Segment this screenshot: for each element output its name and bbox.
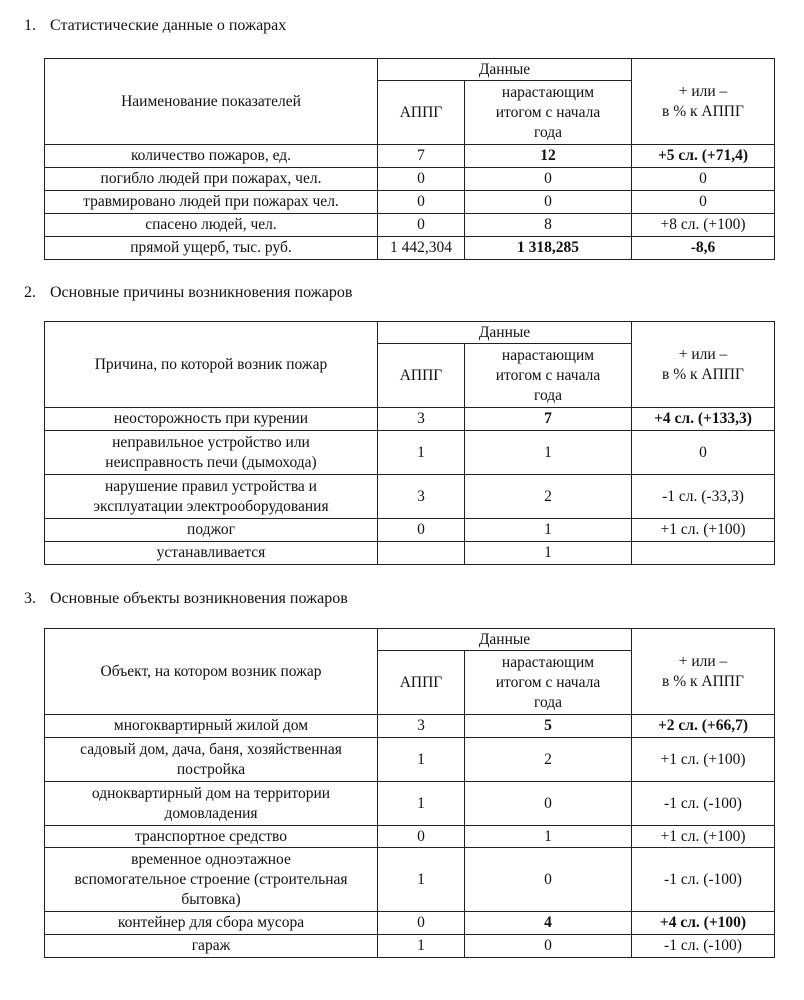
appg-value: 1 — [378, 782, 465, 826]
table-row — [45, 738, 775, 782]
row-label-line: нарушение правил устройства и — [105, 477, 317, 495]
row-label-line: неисправность печи (дымохода) — [105, 453, 317, 471]
row-label-line: устанавливается — [156, 544, 266, 561]
row-label-line: спасено людей, чел. — [145, 216, 277, 233]
row-label — [45, 519, 378, 542]
table-row — [45, 542, 775, 565]
cause-header: Причина, по которой возник пожар — [45, 322, 378, 408]
cumulative-value: 2 — [465, 738, 632, 782]
table-row — [45, 519, 775, 542]
appg-header: АППГ — [378, 651, 465, 715]
table-row — [45, 145, 775, 168]
appg-value: 3 — [378, 715, 465, 738]
row-label-line: многоквартирный жилой дом — [113, 717, 309, 734]
change-value — [632, 542, 775, 565]
appg-value: 7 — [378, 145, 465, 168]
section-3-number: 3. — [24, 590, 36, 607]
change-header-line-2: в % к АППГ — [662, 102, 744, 120]
change-value: -1 сл. (-100) — [632, 848, 775, 912]
row-label-line: транспортное средство — [135, 827, 287, 845]
table-row — [45, 168, 775, 191]
row-label-line: вспомогательное строение (строительная — [74, 870, 348, 888]
section-1-title-text: Статистические данные о пожарах — [50, 17, 287, 34]
row-label — [45, 475, 378, 519]
data-header: Данные — [378, 322, 632, 344]
cumulative-value: 0 — [465, 848, 632, 912]
cumulative-value: 1 — [465, 431, 632, 475]
cumulative-value: 0 — [465, 935, 632, 958]
change-value: +4 сл. (+133,3) — [632, 408, 775, 431]
row-label — [45, 738, 378, 782]
change-value: +1 сл. (+100) — [632, 738, 775, 782]
table-row — [45, 912, 775, 935]
appg-value: 0 — [378, 191, 465, 214]
table-row — [45, 237, 775, 260]
appg-value: 1 — [378, 431, 465, 475]
change-value: -1 сл. (-100) — [632, 782, 775, 826]
cumulative-header-line-3: года — [533, 123, 563, 141]
section-1-rows — [45, 145, 775, 260]
section-1-title — [24, 16, 286, 36]
cumulative-value: 4 — [465, 912, 632, 935]
fire-causes-table — [44, 321, 775, 565]
cumulative-header-line-1: нарастающим — [501, 83, 595, 101]
change-value: +4 сл. (+100) — [632, 912, 775, 935]
appg-value: 0 — [378, 214, 465, 237]
cumulative-header-line-3: года — [533, 693, 563, 711]
table-row — [45, 782, 775, 826]
row-label — [45, 191, 378, 214]
section-3-title-text: Основные объекты возникновения пожаров — [50, 590, 348, 607]
row-label — [45, 168, 378, 191]
table-row — [45, 475, 775, 519]
table-row — [45, 408, 775, 431]
change-header-line-1: + или – — [678, 82, 728, 100]
table-row — [45, 826, 775, 848]
row-label-line: временное одноэтажное — [131, 850, 291, 868]
change-header — [632, 59, 775, 145]
table-row — [45, 715, 775, 738]
change-value: +1 сл. (+100) — [632, 826, 775, 848]
fire-statistics-table — [44, 58, 775, 260]
appg-value: 0 — [378, 826, 465, 848]
row-label — [45, 848, 378, 912]
cumulative-header-line-1: нарастающим — [501, 346, 595, 364]
indicator-name-header: Наименование показателей — [45, 59, 378, 145]
appg-value: 0 — [378, 168, 465, 191]
row-label-line: гараж — [191, 937, 231, 954]
row-label-line: количество пожаров, ед. — [130, 147, 292, 164]
row-label-line: прямой ущерб, тыс. руб. — [130, 239, 292, 256]
change-value: -1 сл. (-33,3) — [632, 475, 775, 519]
row-label — [45, 542, 378, 565]
row-label — [45, 715, 378, 738]
appg-value: 1 442,304 — [378, 237, 465, 260]
row-label-line: постройка — [176, 760, 246, 778]
section-2-title-text: Основные причины возникновения пожаров — [50, 284, 353, 301]
change-header-line-1: + или – — [678, 345, 728, 363]
section-1-number: 1. — [24, 17, 36, 34]
change-value: +5 сл. (+71,4) — [632, 145, 775, 168]
row-label-line: эксплуатации электрооборудования — [93, 497, 329, 515]
cumulative-header — [465, 344, 632, 408]
appg-value: 3 — [378, 475, 465, 519]
row-label-line: домовладения — [164, 804, 258, 822]
row-label — [45, 408, 378, 431]
change-value: +8 сл. (+100) — [632, 214, 775, 237]
cumulative-header-line-2: итогом с начала — [495, 103, 601, 121]
change-value: +1 сл. (+100) — [632, 519, 775, 542]
appg-value: 0 — [378, 519, 465, 542]
change-value: +2 сл. (+66,7) — [632, 715, 775, 738]
row-label-line: неправильное устройство или — [112, 433, 310, 451]
change-header — [632, 322, 775, 408]
appg-header: АППГ — [378, 344, 465, 408]
appg-value — [378, 542, 465, 565]
row-label — [45, 237, 378, 260]
cumulative-value: 1 — [465, 519, 632, 542]
row-label-line: неосторожность при курении — [113, 410, 309, 427]
object-header: Объект, на котором возник пожар — [45, 629, 378, 715]
change-value: -8,6 — [632, 237, 775, 260]
cumulative-value: 5 — [465, 715, 632, 738]
row-label-line: травмировано людей при пожарах чел. — [83, 193, 339, 210]
table-row — [45, 214, 775, 237]
section-3-rows — [45, 715, 775, 958]
row-label-line: одноквартирный дом на территории — [91, 784, 331, 802]
appg-value: 0 — [378, 912, 465, 935]
change-header-line-1: + или – — [678, 652, 728, 670]
appg-value: 1 — [378, 848, 465, 912]
table-row — [45, 935, 775, 958]
change-value: 0 — [632, 168, 775, 191]
section-2-number: 2. — [24, 284, 36, 301]
data-header: Данные — [378, 59, 632, 81]
section-2-title — [24, 283, 352, 303]
section-2-rows — [45, 408, 775, 565]
change-value: 0 — [632, 191, 775, 214]
row-label-line: поджог — [187, 521, 235, 538]
cumulative-value: 8 — [465, 214, 632, 237]
cumulative-value: 12 — [465, 145, 632, 168]
change-header-line-2: в % к АППГ — [662, 672, 744, 690]
cumulative-value: 0 — [465, 168, 632, 191]
row-label — [45, 431, 378, 475]
row-label — [45, 826, 378, 848]
change-header — [632, 629, 775, 715]
row-label — [45, 935, 378, 958]
appg-value: 1 — [378, 738, 465, 782]
row-label — [45, 912, 378, 935]
cumulative-header-line-1: нарастающим — [501, 653, 595, 671]
change-value: 0 — [632, 431, 775, 475]
table-row — [45, 431, 775, 475]
cumulative-value: 0 — [465, 782, 632, 826]
cumulative-header — [465, 651, 632, 715]
cumulative-value: 2 — [465, 475, 632, 519]
table-row — [45, 191, 775, 214]
cumulative-header-line-3: года — [533, 386, 563, 404]
row-label-line: погибло людей при пожарах, чел. — [100, 170, 322, 187]
row-label — [45, 782, 378, 826]
change-header-line-2: в % к АППГ — [662, 365, 744, 383]
cumulative-header-line-2: итогом с начала — [495, 673, 601, 691]
appg-header: АППГ — [378, 81, 465, 145]
row-label — [45, 145, 378, 168]
row-label-line: контейнер для сбора мусора — [117, 914, 305, 931]
section-3-title — [24, 589, 348, 609]
fire-objects-table — [44, 628, 775, 958]
appg-value: 1 — [378, 935, 465, 958]
cumulative-value: 1 — [465, 542, 632, 565]
cumulative-header — [465, 81, 632, 145]
row-label-line: садовый дом, дача, баня, хозяйственная — [80, 740, 342, 758]
change-value: -1 сл. (-100) — [632, 935, 775, 958]
row-label-line: бытовка) — [181, 890, 241, 908]
cumulative-value: 1 — [465, 826, 632, 848]
table-row — [45, 848, 775, 912]
cumulative-value: 0 — [465, 191, 632, 214]
appg-value: 3 — [378, 408, 465, 431]
cumulative-value: 1 318,285 — [465, 237, 632, 260]
cumulative-value: 7 — [465, 408, 632, 431]
cumulative-header-line-2: итогом с начала — [495, 366, 601, 384]
data-header: Данные — [378, 629, 632, 651]
row-label — [45, 214, 378, 237]
